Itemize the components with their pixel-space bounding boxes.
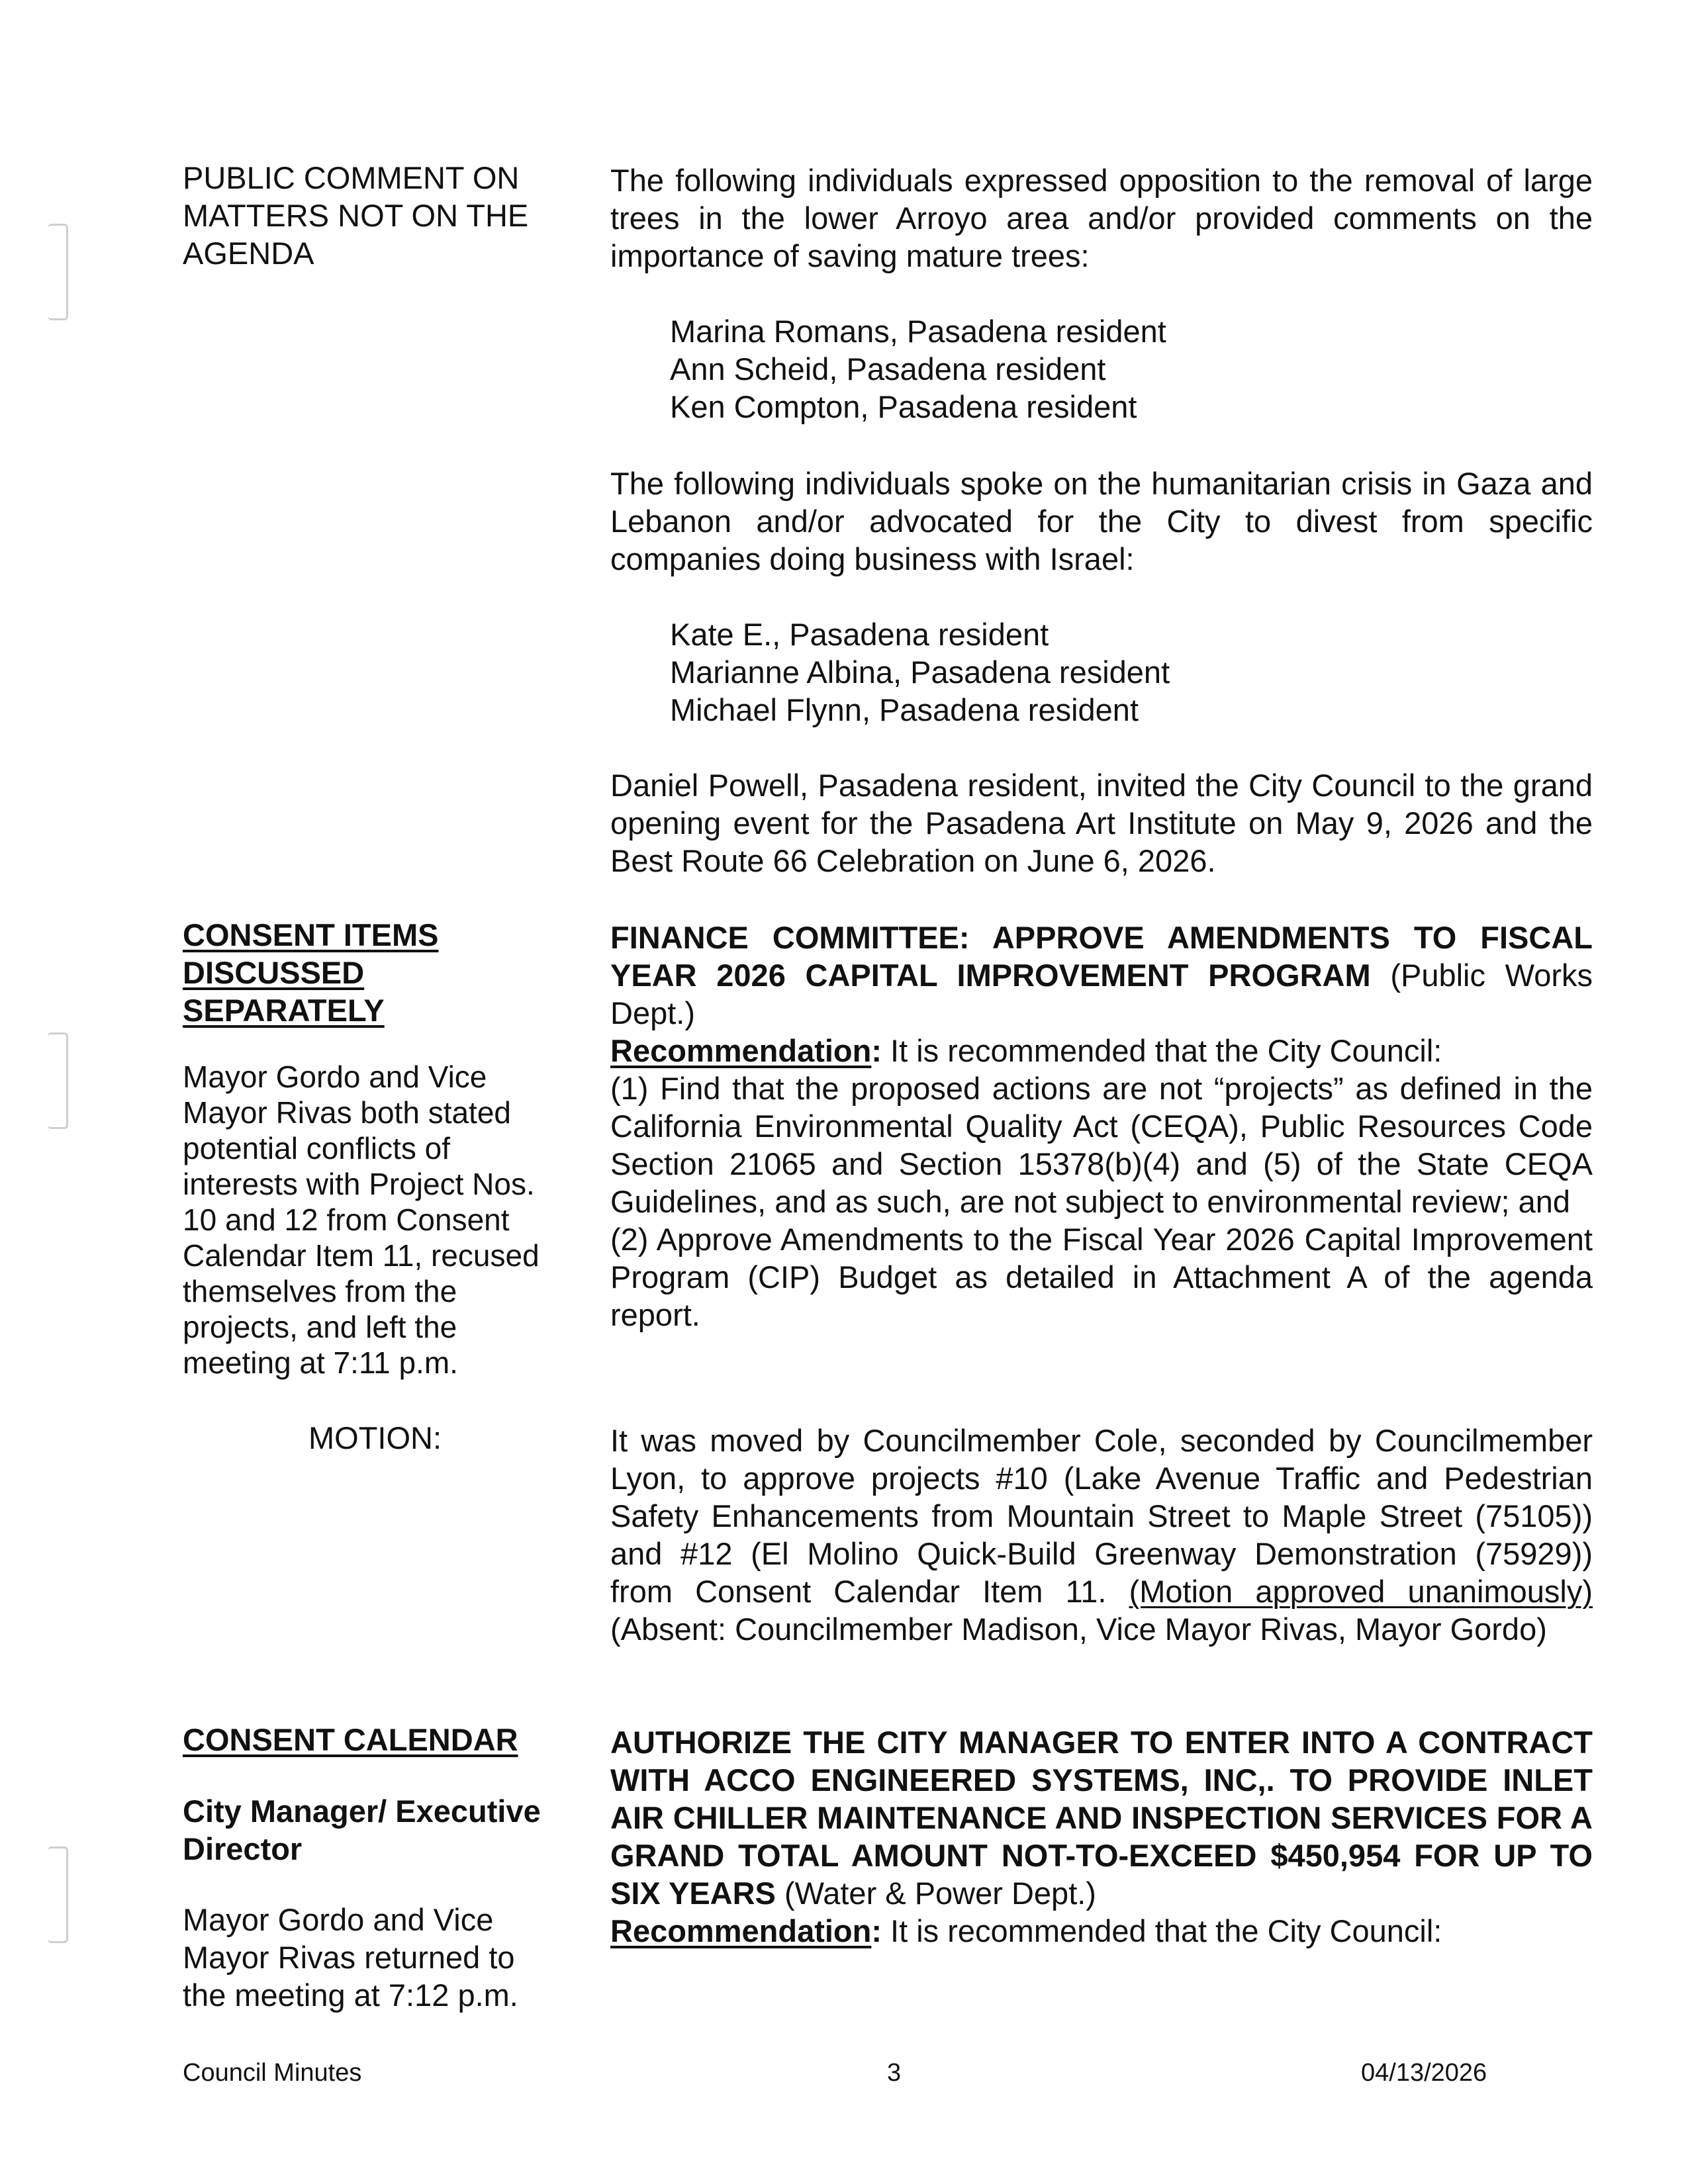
return-note: Mayor Gordo and Vice Mayor Rivas returned to the meeting at 7:12 p.m.	[183, 1902, 518, 2013]
speaker-name: Ann Scheid, Pasadena resident	[670, 351, 1106, 387]
public-comment-para-gaza: The following individuals spoke on the humanitarian crisis in Gaza and Lebanon and/or advocated for the City to divest from specific companies doing business with Israel:	[610, 466, 1593, 576]
item-dept: (Public Works Dept.)	[610, 958, 1593, 1030]
speaker-name: Michael Flynn, Pasadena resident	[670, 692, 1139, 727]
recommendation-intro: It is recommended that the City Council:	[882, 1033, 1442, 1068]
finance-committee-item	[610, 919, 1593, 1334]
scan-mark-top	[48, 224, 68, 320]
item-title: FINANCE COMMITTEE: APPROVE AMENDMENTS TO FISCAL YEAR 2026 CAPITAL IMPROVEMENT PROGRAM	[610, 920, 1593, 993]
consent-calendar-heading: CONSENT CALENDAR	[183, 1722, 518, 1757]
speaker-list-gaza	[670, 615, 1530, 729]
recommendation-label: Recommendation	[610, 1913, 872, 1948]
speaker-name: Ken Compton, Pasadena resident	[670, 389, 1137, 424]
public-comment-heading: PUBLIC COMMENT ON MATTERS NOT ON THE AGENDA	[183, 160, 529, 271]
motion-text: It was moved by Councilmember Cole, seconded by Councilmember Lyon, to approve projects #10 (Lake Avenue Traffic and Pedestrian Safety Enhancements from Mountain Street to Maple Street (75105)) and #12 (El Molino Quick-Build Greenway Demonstration (75929)) from Consent Calendar Item 11. (Motion approved unanimously) (Absent: Councilmember Madison, Vice Mayor Rivas, Mayor Gordo)	[610, 1423, 1593, 1647]
item-title: AUTHORIZE THE CITY MANAGER TO ENTER INTO A CONTRACT WITH ACCO ENGINEERED SYSTEMS, INC,. TO PROVIDE INLET AIR CHILLER MAINTENANCE AND INSPECTION SERVICES FOR A GRAND TOTAL AMOUNT NOT-TO-EXCEED $450,954 FOR UP TO SIX YEARS	[610, 1725, 1593, 1911]
scan-mark-middle	[48, 1032, 68, 1129]
item-dept: (Water & Power Dept.)	[784, 1876, 1096, 1911]
acco-contract-item	[610, 1723, 1593, 1950]
recommendation-1: (1) Find that the proposed actions are not “projects” as defined in the California Environmental Quality Act (CEQA), Public Resources Code Section 21065 and Section 15378(b)(4) and (5) of the State CEQA Guidelines, and as such, are not subject to environmental review; and	[610, 1071, 1593, 1219]
scan-mark-bottom	[48, 1846, 68, 1943]
conflict-note: Mayor Gordo and Vice Mayor Rivas both stated potential conflicts of interests with Project Nos. 10 and 12 from Consent Calendar Item 11, recused themselves from the projects, and left the meeting at 7:11 p.m.	[183, 1060, 539, 1380]
recommendation-label: Recommendation	[610, 1033, 872, 1068]
speaker-name: Marina Romans, Pasadena resident	[670, 314, 1166, 349]
speaker-name: Kate E., Pasadena resident	[670, 617, 1049, 652]
recommendation-colon: :	[871, 1913, 882, 1948]
page-number: 3	[887, 2059, 902, 2087]
footer-date: 04/13/2026	[1361, 2059, 1487, 2087]
public-comment-para-trees: The following individuals expressed opposition to the removal of large trees in the lower Arroyo area and/or provided comments on the importance of saving mature trees:	[610, 163, 1593, 273]
public-comment-para-powell: Daniel Powell, Pasadena resident, invited the City Council to the grand opening event for the Pasadena Art Institute on May 9, 2026 and the Best Route 66 Celebration on June 6, 2026.	[610, 768, 1593, 878]
motion-label: MOTION:	[308, 1420, 442, 1455]
recommendation-2: (2) Approve Amendments to the Fiscal Year 2026 Capital Improvement Program (CIP) Budget as detailed in Attachment A of the agenda report.	[610, 1222, 1593, 1332]
city-manager-subheading: City Manager/ Executive Director	[183, 1794, 541, 1866]
speaker-name: Marianne Albina, Pasadena resident	[670, 655, 1170, 690]
motion-absent: (Absent: Councilmember Madison, Vice Mayor Rivas, Mayor Gordo)	[610, 1612, 1547, 1647]
footer-title: Council Minutes	[183, 2059, 362, 2087]
consent-separately-heading: CONSENT ITEMS DISCUSSED SEPARATELY	[183, 917, 439, 1028]
recommendation-intro: It is recommended that the City Council:	[882, 1913, 1442, 1948]
speaker-list-trees	[670, 312, 1530, 426]
motion-result: (Motion approved unanimously)	[1129, 1574, 1593, 1609]
recommendation-colon: :	[871, 1033, 882, 1068]
